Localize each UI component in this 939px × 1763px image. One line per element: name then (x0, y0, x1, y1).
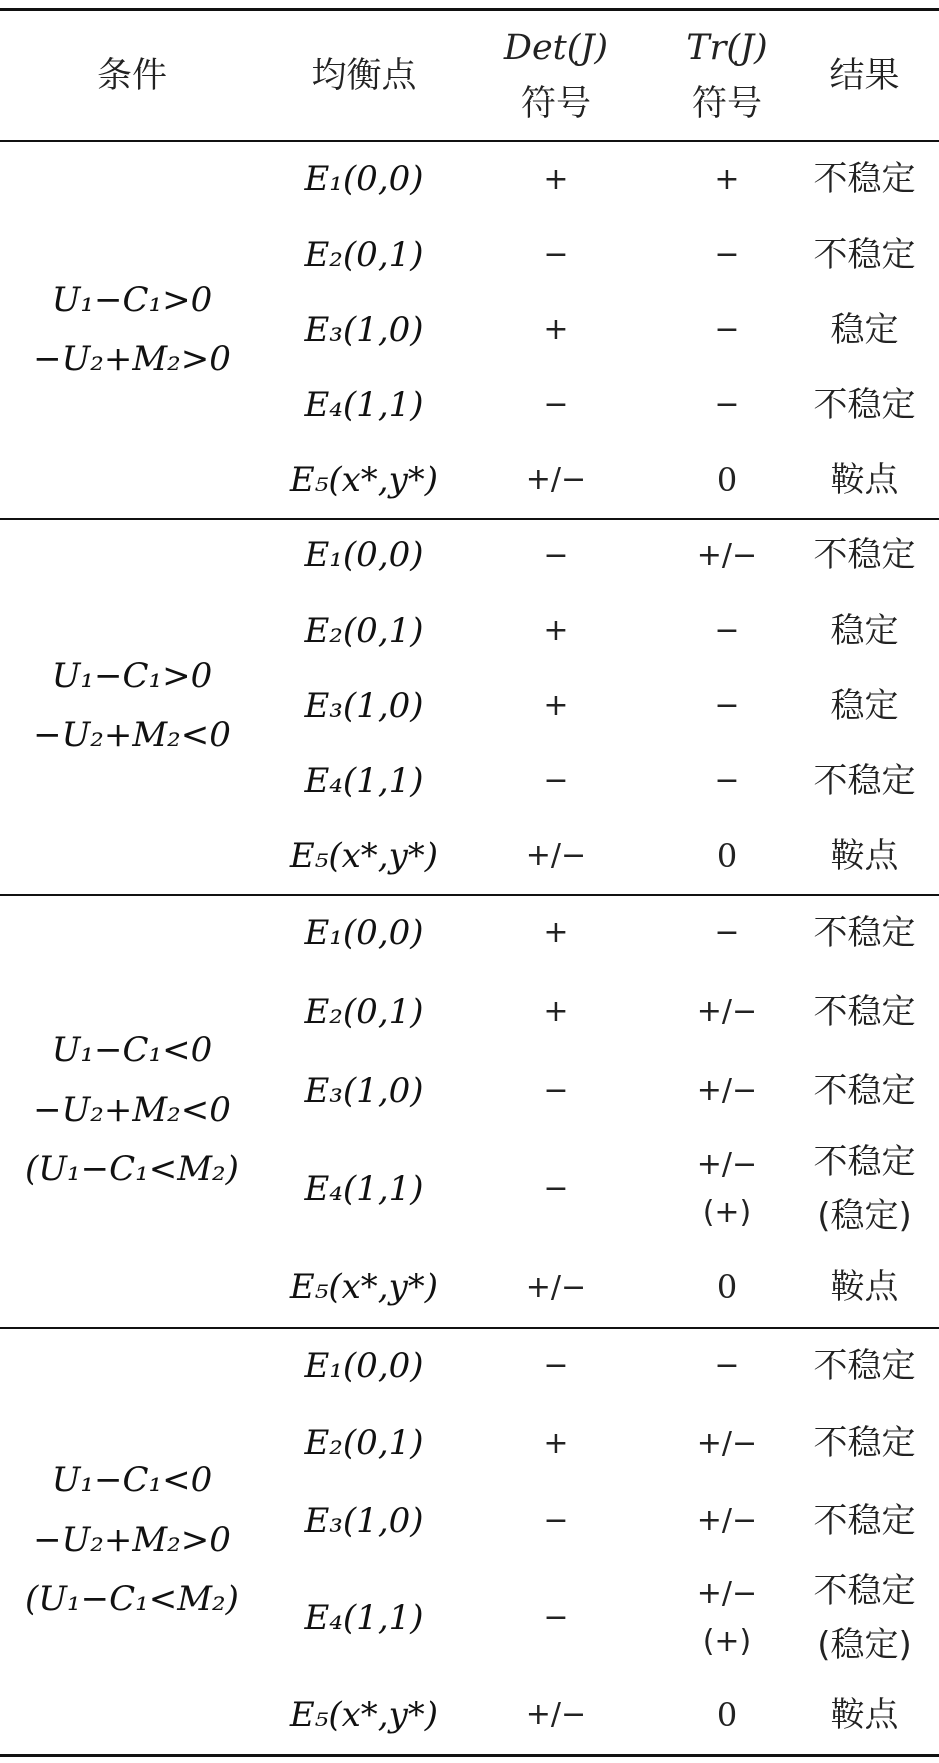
result-cell (790, 1405, 939, 1483)
tr-sign-value: +/− (696, 1073, 758, 1109)
tr-sign-value: +/− (696, 537, 758, 573)
det-sign-value: − (543, 1600, 569, 1636)
result-value: 鞍点 (830, 1267, 899, 1308)
equilibrium-point-cell (264, 217, 464, 292)
result-cell (790, 1676, 939, 1754)
tr-sign-cell (648, 1052, 806, 1131)
condition-line: U₁−C₁>0 (51, 279, 213, 320)
header-equilibrium (264, 12, 464, 140)
result-cell (790, 894, 939, 973)
det-sign-cell (464, 668, 648, 743)
result-value: (稳定) (817, 1196, 912, 1237)
det-sign-value: + (543, 1425, 569, 1461)
det-sign-cell (464, 1130, 648, 1248)
det-sign-value: − (543, 537, 569, 573)
result-value: 鞍点 (830, 836, 899, 877)
equilibrium-point: E₄(1,1) (304, 1169, 424, 1210)
tr-sign-value: − (714, 1347, 740, 1383)
det-sign-cell (464, 744, 648, 819)
equilibrium-point-cell (264, 1327, 464, 1405)
condition-line: (U₁−C₁<M₂) (25, 1579, 239, 1620)
det-sign-value: − (543, 1171, 569, 1207)
equilibrium-point-cell (264, 443, 464, 518)
det-sign-value: − (543, 236, 569, 272)
result-value: 鞍点 (830, 1694, 899, 1735)
det-sign-value: + (543, 612, 569, 648)
tr-sign-value: − (714, 612, 740, 648)
tr-sign-cell (648, 744, 806, 819)
equilibrium-point: E₃(1,0) (304, 1501, 424, 1542)
equilibrium-point: E₄(1,1) (304, 760, 424, 801)
equilibrium-point-cell (264, 668, 464, 743)
result-cell (790, 292, 939, 367)
condition-line: U₁−C₁>0 (51, 655, 213, 696)
det-sign-cell (464, 368, 648, 443)
condition-line: U₁−C₁<0 (51, 1460, 213, 1501)
result-cell (790, 443, 939, 518)
result-value: 不稳定 (813, 992, 916, 1033)
det-sign-cell (464, 973, 648, 1052)
condition-line: U₁−C₁<0 (51, 1030, 213, 1071)
det-sign-cell (464, 819, 648, 894)
det-sign-value: + (543, 994, 569, 1030)
equilibrium-point: E₄(1,1) (304, 1598, 424, 1639)
result-value: (稳定) (817, 1625, 912, 1666)
equilibrium-point: E₅(x*,y*) (289, 460, 439, 501)
tr-sign-value: 0 (716, 836, 738, 875)
det-sign-cell (464, 1248, 648, 1327)
result-value: 鞍点 (830, 460, 899, 501)
det-sign-value: + (543, 311, 569, 347)
tr-sign-value: +/− (696, 1147, 758, 1183)
result-value: 不稳定 (813, 1423, 916, 1464)
tr-sign-cell (648, 819, 806, 894)
result-cell (790, 518, 939, 593)
equilibrium-point-cell (264, 1052, 464, 1131)
det-sign-cell (464, 518, 648, 593)
result-value: 不稳定 (813, 384, 916, 425)
det-sign-cell (464, 1405, 648, 1483)
equilibrium-point-cell (264, 593, 464, 668)
tr-sign-value: (+) (702, 1195, 752, 1231)
equilibrium-point-cell (264, 292, 464, 367)
condition-line: −U₂+M₂>0 (33, 339, 231, 379)
result-value: 不稳定 (813, 913, 916, 954)
equilibrium-point-cell (264, 1482, 464, 1560)
condition-line: −U₂+M₂>0 (33, 1519, 231, 1560)
result-cell (790, 217, 939, 292)
result-cell (790, 668, 939, 743)
tr-sign-cell (648, 1676, 806, 1754)
header-det-sign: 符号 (520, 84, 591, 124)
det-sign-cell (464, 894, 648, 973)
result-cell (790, 142, 939, 217)
tr-sign-value: 0 (716, 460, 738, 499)
equilibrium-point: E₃(1,0) (304, 1070, 424, 1111)
tr-sign-value: 0 (716, 1267, 738, 1306)
equilibrium-point: E₁(0,0) (304, 159, 424, 200)
equilibrium-point: E₅(x*,y*) (289, 1267, 439, 1308)
equilibrium-point-cell (264, 1248, 464, 1327)
tr-sign-value: − (714, 311, 740, 347)
header-result-label: 结果 (829, 56, 900, 96)
det-sign-value: +/− (525, 1269, 587, 1305)
header-condition (0, 12, 264, 140)
result-value: 不稳定 (813, 535, 916, 576)
tr-sign-value: − (714, 763, 740, 799)
tr-sign-value: (+) (702, 1624, 752, 1660)
det-sign-value: +/− (525, 838, 587, 874)
header-det (464, 12, 648, 140)
det-sign-cell (464, 1327, 648, 1405)
result-cell (790, 1052, 939, 1131)
equilibrium-point: E₅(x*,y*) (289, 1694, 439, 1735)
tr-sign-value: +/− (696, 994, 758, 1030)
result-value: 不稳定 (813, 234, 916, 275)
equilibrium-point: E₃(1,0) (304, 309, 424, 350)
equilibrium-point: E₁(0,0) (304, 535, 424, 576)
det-sign-cell (464, 443, 648, 518)
det-sign-value: − (543, 1347, 569, 1383)
equilibrium-point-cell (264, 1405, 464, 1483)
tr-sign-value: + (714, 161, 740, 197)
equilibrium-point: E₂(0,1) (304, 234, 424, 275)
tr-sign-value: +/− (696, 1576, 758, 1612)
result-cell (790, 744, 939, 819)
tr-sign-cell (648, 1248, 806, 1327)
tr-sign-value: − (714, 687, 740, 723)
det-sign-value: − (543, 763, 569, 799)
result-cell (790, 819, 939, 894)
tr-sign-cell (648, 593, 806, 668)
equilibrium-point-cell (264, 1130, 464, 1248)
det-sign-cell (464, 1482, 648, 1560)
condition-line: (U₁−C₁<M₂) (25, 1149, 239, 1190)
tr-sign-value: +/− (696, 1425, 758, 1461)
equilibrium-point: E₁(0,0) (304, 913, 424, 954)
tr-sign-value: +/− (696, 1503, 758, 1539)
result-value: 不稳定 (813, 1141, 916, 1182)
equilibrium-point-cell (264, 368, 464, 443)
result-value: 不稳定 (813, 159, 916, 200)
result-cell (790, 973, 939, 1052)
equilibrium-point-cell (264, 744, 464, 819)
tr-sign-cell (648, 894, 806, 973)
equilibrium-point-cell (264, 1676, 464, 1754)
top-rule (0, 8, 939, 11)
equilibrium-point-cell (264, 518, 464, 593)
det-sign-value: + (543, 915, 569, 951)
det-sign-value: + (543, 687, 569, 723)
header-condition-label: 条件 (96, 56, 167, 96)
result-cell (790, 1130, 939, 1248)
tr-sign-cell (648, 1327, 806, 1405)
tr-sign-value: − (714, 915, 740, 951)
condition-cell (0, 142, 264, 518)
condition-line: −U₂+M₂<0 (33, 1089, 231, 1130)
equilibrium-point-cell (264, 819, 464, 894)
equilibrium-point-cell (264, 973, 464, 1052)
equilibrium-point: E₂(0,1) (304, 610, 424, 651)
tr-sign-cell (648, 142, 806, 217)
tr-sign-cell (648, 1560, 806, 1676)
condition-cell (0, 518, 264, 894)
condition-cell (0, 1327, 264, 1754)
result-cell (790, 1248, 939, 1327)
tr-sign-value: − (714, 236, 740, 272)
det-sign-cell (464, 217, 648, 292)
det-sign-value: + (543, 161, 569, 197)
equilibrium-point: E₁(0,0) (304, 1345, 424, 1386)
det-sign-value: − (543, 1073, 569, 1109)
result-value: 不稳定 (813, 760, 916, 801)
equilibrium-point: E₅(x*,y*) (289, 836, 439, 877)
equilibrium-point: E₄(1,1) (304, 384, 424, 425)
equilibrium-point-cell (264, 894, 464, 973)
tr-sign-cell (648, 1482, 806, 1560)
header-tr-formula: Tr(J) (686, 28, 768, 68)
result-cell (790, 1327, 939, 1405)
det-sign-cell (464, 1560, 648, 1676)
det-sign-cell (464, 292, 648, 367)
equilibrium-point: E₂(0,1) (304, 1423, 424, 1464)
det-sign-value: − (543, 387, 569, 423)
result-cell (790, 368, 939, 443)
result-value: 稳定 (830, 685, 899, 726)
equilibrium-point-cell (264, 142, 464, 217)
det-sign-cell (464, 142, 648, 217)
tr-sign-cell (648, 1405, 806, 1483)
result-value: 不稳定 (813, 1570, 916, 1611)
result-value: 稳定 (830, 309, 899, 350)
equilibrium-point: E₃(1,0) (304, 685, 424, 726)
result-cell (790, 1560, 939, 1676)
tr-sign-cell (648, 292, 806, 367)
header-det-formula: Det(J) (503, 28, 609, 68)
bottom-rule (0, 1754, 939, 1757)
tr-sign-cell (648, 217, 806, 292)
result-value: 不稳定 (813, 1070, 916, 1111)
det-sign-value: +/− (525, 462, 587, 498)
tr-sign-cell (648, 443, 806, 518)
tr-sign-cell (648, 973, 806, 1052)
result-value: 不稳定 (813, 1501, 916, 1542)
tr-sign-cell (648, 518, 806, 593)
tr-sign-cell (648, 1130, 806, 1248)
tr-sign-cell (648, 368, 806, 443)
result-value: 稳定 (830, 610, 899, 651)
det-sign-cell (464, 593, 648, 668)
condition-line: −U₂+M₂<0 (33, 715, 231, 755)
header-result (790, 12, 939, 140)
header-equilibrium-label: 均衡点 (311, 56, 417, 96)
equilibrium-point-cell (264, 1560, 464, 1676)
header-tr-sign: 符号 (691, 84, 762, 124)
result-cell (790, 1482, 939, 1560)
tr-sign-cell (648, 668, 806, 743)
det-sign-value: +/− (525, 1697, 587, 1733)
result-value: 不稳定 (813, 1345, 916, 1386)
tr-sign-value: 0 (716, 1695, 738, 1734)
det-sign-cell (464, 1052, 648, 1131)
tr-sign-value: − (714, 387, 740, 423)
result-cell (790, 593, 939, 668)
condition-cell (0, 894, 264, 1327)
header-tr (648, 12, 806, 140)
equilibrium-point: E₂(0,1) (304, 992, 424, 1033)
det-sign-value: − (543, 1503, 569, 1539)
det-sign-cell (464, 1676, 648, 1754)
